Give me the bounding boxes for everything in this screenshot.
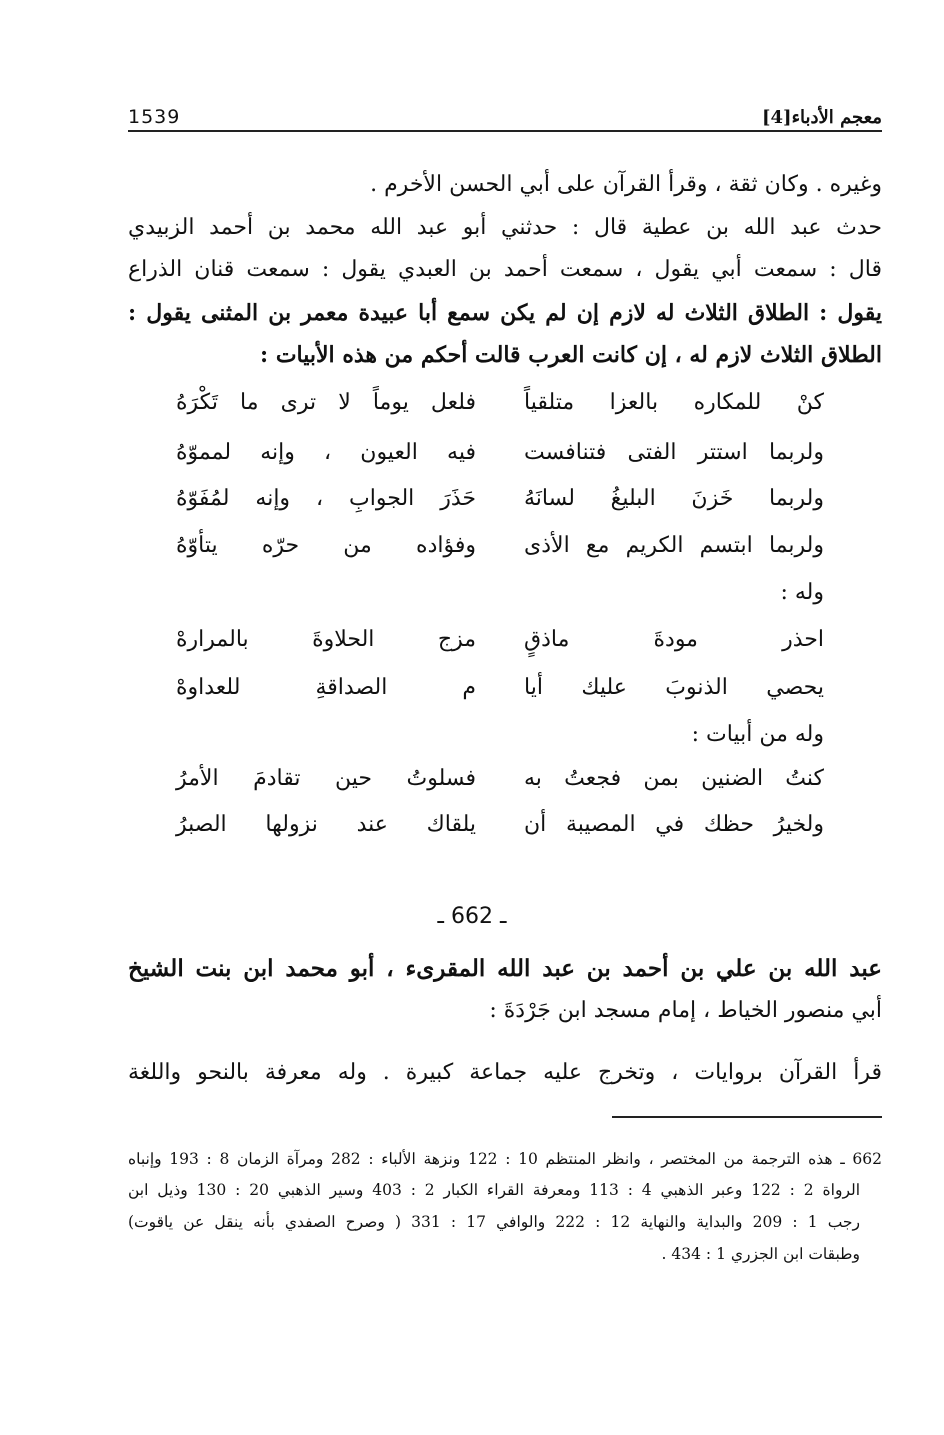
- entry-heading-line: أبي منصور الخياط ، إمام مسجد ابن جَرْدَةَ :: [489, 998, 882, 1023]
- poem-verse: [176, 627, 824, 667]
- footnote-divider: [612, 1116, 882, 1118]
- verse-first-hemistich: ولربما خَزنَ البليغُ لسانَهُ: [524, 486, 824, 511]
- text-line: وغيره . وكان ثقة ، وقرأ القرآن على أبي الحسن الأخرم .: [370, 172, 882, 197]
- text-line: قال : سمعت أبي يقول ، سمعت أحمد بن العبدي يقول : سمعت قنان الذراع: [128, 257, 882, 282]
- verse-first-hemistich: احذر مودةَ ماذقٍ: [524, 627, 824, 652]
- verse-second-hemistich: م الصداقةِ للعداوهْ: [176, 675, 476, 700]
- verse-first-hemistich: كنتُ الضنين بمن فجعتُ به: [524, 766, 824, 791]
- footnote-line: 662 ـ هذه الترجمة من المختصر ، وانظر المنتظم 10 : 122 ونزهة الألباء : 282 ومرآة الزمان 8 : 193 وإنباه: [128, 1150, 883, 1168]
- poem-verse: [176, 486, 824, 526]
- header-divider: [128, 130, 882, 132]
- footnote-line: رجب 1 : 209 والبداية والنهاية 12 : 222 والوافي 17 : 331 ( وصرح الصفدي بأنه ينقل عن ياقوت): [128, 1213, 861, 1231]
- text-line: حدث عبد الله بن عطية قال : حدثني أبو عبد الله محمد بن أحمد الزبيدي: [128, 215, 882, 240]
- verse-second-hemistich: يلقاك عند نزولها الصبرُ: [176, 812, 476, 837]
- entry-heading-line: عبد الله بن علي بن أحمد بن عبد الله المقرىء ، أبو محمد ابن بنت الشيخ: [128, 955, 882, 982]
- poem-label: وله من أبيات :: [691, 722, 824, 747]
- verse-second-hemistich: وفؤاده من حرّه يتأوّهُ: [176, 533, 476, 558]
- verse-first-hemistich: كنْ للمكاره بالعزا متلقياً: [524, 390, 824, 415]
- poem-verse: [176, 440, 824, 480]
- verse-second-hemistich: فلعل يوماً لا ترى ما تَكْرَهُ: [176, 390, 476, 415]
- poem-verse: [176, 533, 824, 573]
- page-header: [128, 98, 882, 128]
- verse-second-hemistich: فسلوتُ حين تقادمَ الأمرُ: [176, 766, 476, 791]
- entry-number: ـ 662 ـ: [437, 904, 507, 929]
- footnote-line: وطبقات ابن الجزري 1 : 434 .: [661, 1245, 860, 1263]
- verse-first-hemistich: يحصي الذنوبَ عليك أيا: [524, 675, 824, 700]
- verse-second-hemistich: فيه العيون ، وإنه لمموّهُ: [176, 440, 476, 465]
- book-title: معجم الأدباء[4]: [761, 107, 882, 128]
- verse-first-hemistich: ولربما استتر الفتى فتنافست: [524, 440, 824, 465]
- poem-verse: [176, 766, 824, 806]
- text-line: يقول : الطلاق الثلاث له لازم إن لم يكن سمع أبا عبيدة معمر بن المثنى يقول :: [128, 300, 882, 326]
- verse-first-hemistich: ولربما ابتسم الكريم مع الأذى: [524, 533, 824, 558]
- entry-body-line: قرأ القرآن بروايات ، وتخرج عليه جماعة كبيرة . وله معرفة بالنحو واللغة: [128, 1060, 882, 1085]
- poem-verse: [176, 390, 824, 430]
- footnote-line: الرواة 2 : 122 وعبر الذهبي 4 : 113 ومعرفة القراء الكبار 2 : 403 وسير الذهبي 20 : 130 وذيل ابن: [128, 1181, 861, 1199]
- poem-verse: [176, 812, 824, 852]
- page-number: 1539: [128, 106, 181, 128]
- verse-second-hemistich: حَذَرَ الجوابِ ، وإنه لمُفَوّهُ: [176, 486, 476, 511]
- poem-verse: [176, 675, 824, 715]
- verse-first-hemistich: ولخيرُ حظك في المصيبة أن: [524, 812, 824, 837]
- poem-label: وله :: [780, 580, 824, 605]
- text-line: الطلاق الثلاث لازم له ، إن كانت العرب قالت أحكم من هذه الأبيات :: [260, 342, 882, 368]
- verse-second-hemistich: مزج الحلاوةَ بالمرارهْ: [176, 627, 476, 652]
